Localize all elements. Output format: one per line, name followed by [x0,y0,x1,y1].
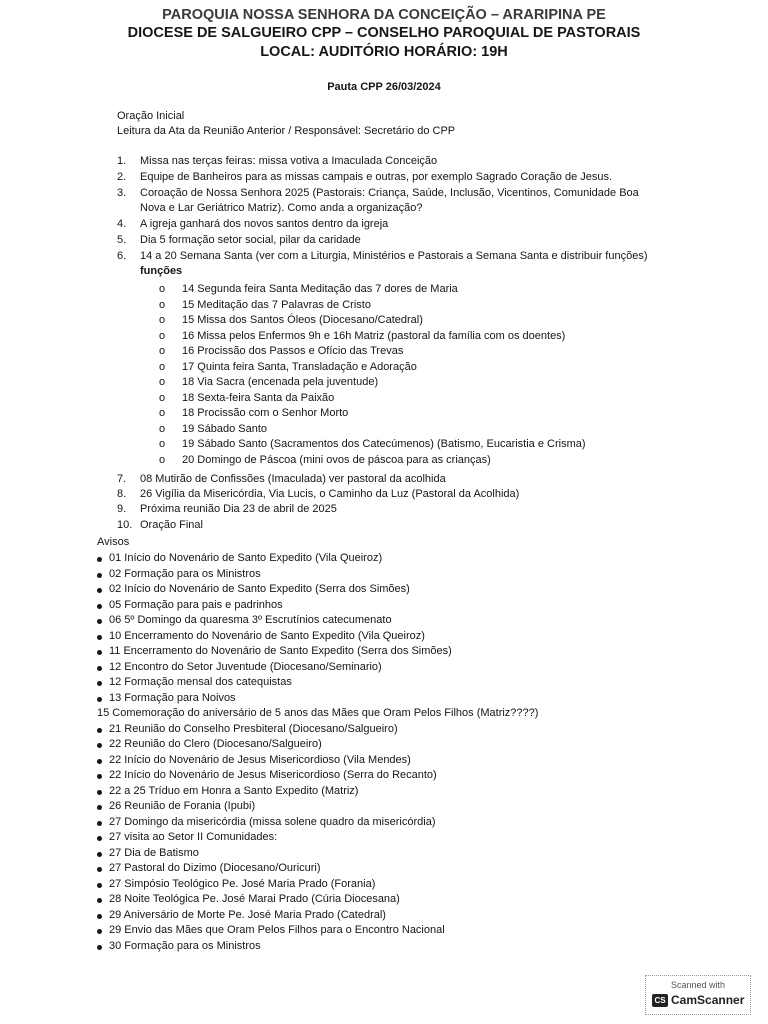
sub-bullet-icon: o [159,438,166,450]
bullet-dot-icon [97,898,102,903]
aviso-item: 15 Comemoração do aniversário de 5 anos das Mães que Oram Pelos Filhos (Matriz????) [97,707,539,719]
aviso-item: 30 Formação para os Ministros [109,939,261,952]
sub-bullet-icon: o [159,329,166,342]
aviso-item: 01 Início do Novenário de Santo Expedito (Vila Queiroz) [109,552,383,564]
semana-santa-item: 16 Procissão dos Passos e Ofício das Trevas [182,345,404,357]
agenda-item-text: 26 Vigília da Misericórdia, Via Lucis, o Caminho da Luz (Pastoral da Acolhida) [140,488,520,500]
bullet-dot-icon [97,805,102,810]
agenda-item-text: Missa nas terças feiras: missa votiva a Imaculada Conceição [140,155,438,167]
aviso-item: 29 Envio das Mães que Oram Pelos Filhos para o Encontro Nacional [109,924,445,936]
sub-bullet-icon: o [159,453,166,466]
agenda-item-text: Dia 5 formação setor social, pilar da caridade [140,234,361,246]
agenda-item-text: Oração Final [140,519,203,531]
aviso-item: 22 Início do Novenário de Jesus Misericordioso (Serra do Recanto) [109,769,437,781]
agenda-item-number: 4. [117,218,127,230]
semana-santa-item: 19 Sábado Santo [182,422,268,435]
diocese-title: DIOCESE DE SALGUEIRO CPP – CONSELHO PAROQUIAL DE PASTORAIS [127,25,641,41]
bullet-dot-icon [97,728,102,733]
semana-santa-item: 14 Segunda feira Santa Meditação das 7 dores de Maria [182,283,458,295]
agenda-item-text: Nova e Lar Geriátrico Matriz). Como anda a organização? [140,202,423,214]
agenda-item-number: 7. [117,473,127,485]
aviso-item: 28 Noite Teológica Pe. José Marai Prado (Cúria Diocesana) [109,893,400,905]
aviso-item: 05 Formação para pais e padrinhos [109,598,283,611]
agenda-item-number: 2. [117,171,127,183]
agenda-item-text: Equipe de Banheiros para as missas campais e outras, por exemplo Sagrado Coração de Jesus. [140,171,613,183]
agenda-item-text: Próxima reunião Dia 23 de abril de 2025 [140,503,337,515]
semana-santa-item: 15 Meditação das 7 Palavras de Cristo [182,298,371,311]
camscanner-name: CamScanner [671,993,745,1007]
aviso-item: 22 a 25 Tríduo em Honra a Santo Expedito (Matriz) [109,784,359,797]
sub-bullet-icon: o [159,314,166,326]
bullet-dot-icon [97,821,102,826]
bullet-dot-icon [97,681,102,686]
semana-santa-item: 18 Via Sacra (encenada pela juventude) [182,376,379,388]
bullet-dot-icon [97,790,102,795]
agenda-item-number: 5. [117,234,127,246]
aviso-item: 22 Início do Novenário de Jesus Misericordioso (Vila Mendes) [109,753,411,766]
sub-bullet-icon: o [159,360,166,373]
semana-santa-item: 17 Quinta feira Santa, Transladação e Adoração [182,360,417,373]
bullet-dot-icon [97,743,102,748]
aviso-item: 13 Formação para Noivos [109,691,236,704]
agenda-item-text: funções [140,265,183,277]
pauta-title: Pauta CPP 26/03/2024 [327,81,441,93]
avisos-title: Avisos [97,536,130,548]
sub-bullet-icon: o [159,422,166,435]
aviso-item: 12 Formação mensal dos catequistas [109,676,292,688]
bullet-dot-icon [97,573,102,578]
bullet-dot-icon [97,914,102,919]
aviso-item: 02 Formação para os Ministros [109,567,261,580]
bullet-dot-icon [97,852,102,857]
bullet-dot-icon [97,759,102,764]
aviso-item: 10 Encerramento do Novenário de Santo Expedito (Vila Queiroz) [109,629,425,642]
bullet-dot-icon [97,883,102,888]
aviso-item: 21 Reunião do Conselho Presbiteral (Diocesano/Salgueiro) [109,722,398,735]
sub-bullet-icon: o [159,391,166,404]
sub-bullet-icon: o [159,407,166,419]
aviso-item: 27 Pastoral do Dizimo (Diocesano/Ouricuri) [109,862,321,874]
semana-santa-item: 20 Domingo de Páscoa (mini ovos de páscoa para as crianças) [182,453,491,466]
aviso-item: 27 Dia de Batismo [109,846,199,859]
aviso-item: 02 Início do Novenário de Santo Expedito (Serra dos Simões) [109,583,410,595]
semana-santa-item: 18 Procissão com o Senhor Morto [182,407,349,419]
semana-santa-item: 16 Missa pelos Enfermos 9h e 16h Matriz (pastoral da família com os doentes) [182,329,566,342]
bullet-dot-icon [97,867,102,872]
aviso-item: 06 5º Domingo da quaresma 3º Escrutínios catecumenato [109,614,392,626]
aviso-item: 27 Domingo da misericórdia (missa solene quadro da misericórdia) [109,815,436,828]
location-time: LOCAL: AUDITÓRIO HORÁRIO: 19H [260,44,508,60]
bullet-dot-icon [97,635,102,640]
agenda-item-text: 08 Mutirão de Confissões (Imaculada) ver pastoral da acolhida [140,473,446,485]
bullet-dot-icon [97,557,102,562]
scanned-with-label: Scanned with [670,980,726,990]
camscanner-badge [645,975,751,1015]
bullet-dot-icon [97,604,102,609]
bullet-dot-icon [97,588,102,593]
bullet-dot-icon [97,929,102,934]
agenda-item-number: 10. [117,519,133,531]
agenda-item-number: 9. [117,503,127,515]
agenda-item-number: 1. [117,155,127,167]
agenda-item-text: 14 a 20 Semana Santa (ver com a Liturgia, Ministérios e Pastorais a Semana Santa e distribuir funções) [140,250,648,262]
aviso-item: 27 visita ao Setor II Comunidades: [109,831,278,843]
bullet-dot-icon [97,945,102,950]
semana-santa-item: 15 Missa dos Santos Óleos (Diocesano/Catedral) [182,314,423,326]
agenda-item-text: Coroação de Nossa Senhora 2025 (Pastorais: Criança, Saúde, Inclusão, Vicentinos, Comunidade Boa [140,187,639,199]
semana-santa-item: 19 Sábado Santo (Sacramentos dos Catecúmenos) (Batismo, Eucaristia e Crisma) [182,438,586,450]
oracao-inicial: Oração Inicial [117,110,185,122]
bullet-dot-icon [97,836,102,841]
aviso-item: 26 Reunião de Forania (Ipubi) [109,800,256,812]
aviso-item: 12 Encontro do Setor Juventude (Diocesano/Seminario) [109,660,382,673]
aviso-item: 29 Aniversário de Morte Pe. José Maria Prado (Catedral) [109,908,386,921]
sub-bullet-icon: o [159,298,166,311]
bullet-dot-icon [97,666,102,671]
leitura-ata: Leitura da Ata da Reunião Anterior / Responsável: Secretário do CPP [117,125,456,137]
bullet-dot-icon [97,619,102,624]
sub-bullet-icon: o [159,345,166,357]
aviso-item: 27 Simpósio Teológico Pe. José Maria Prado (Forania) [109,877,376,890]
agenda-item-number: 8. [117,488,127,500]
aviso-item: 22 Reunião do Clero (Diocesano/Salgueiro) [109,738,322,750]
agenda-item-number: 6. [117,250,127,262]
camscanner-logo-icon: CS [652,994,668,1007]
bullet-dot-icon [97,650,102,655]
agenda-item-text: A igreja ganhará dos novos santos dentro da igreja [140,218,389,230]
sub-bullet-icon: o [159,376,166,388]
bullet-dot-icon [97,697,102,702]
bullet-dot-icon [97,774,102,779]
semana-santa-item: 18 Sexta-feira Santa da Paixão [182,391,335,404]
agenda-item-number: 3. [117,187,127,199]
parish-title: PAROQUIA NOSSA SENHORA DA CONCEIÇÃO – ARARIPINA PE [162,7,606,23]
sub-bullet-icon: o [159,283,166,295]
aviso-item: 11 Encerramento do Novenário de Santo Expedito (Serra dos Simões) [109,645,452,657]
